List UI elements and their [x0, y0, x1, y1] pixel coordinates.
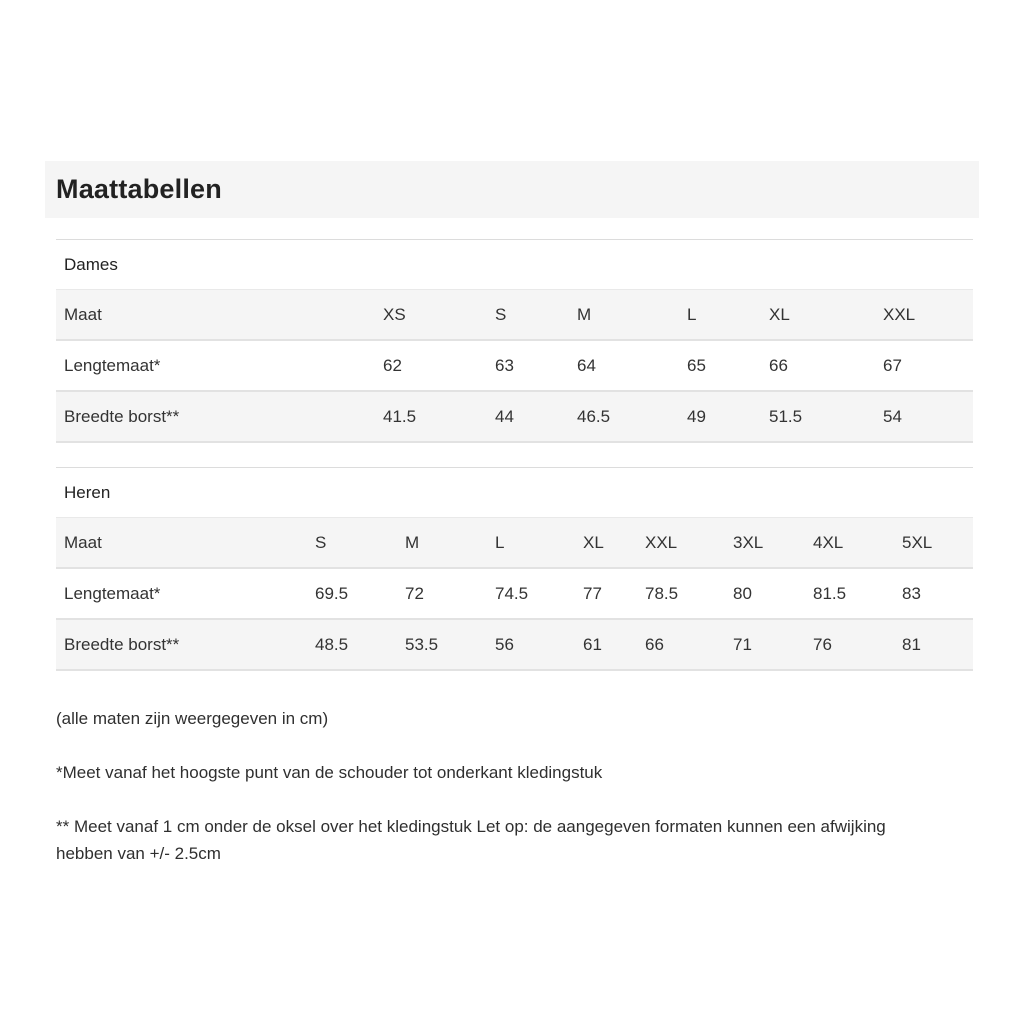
- row-label-cell: Maat: [56, 518, 307, 569]
- table-row: [56, 290, 973, 341]
- size-value-cell: 81.5: [805, 568, 894, 619]
- table-row: [56, 619, 973, 670]
- size-value-cell: 76: [805, 619, 894, 670]
- size-value-cell: M: [397, 518, 487, 569]
- size-value-cell: 63: [487, 340, 569, 391]
- size-value-cell: 67: [875, 340, 973, 391]
- size-value-cell: 64: [569, 340, 679, 391]
- row-label-cell: Lengtemaat*: [56, 568, 307, 619]
- size-value-cell: 80: [725, 568, 805, 619]
- section-label-dames: Dames: [56, 239, 973, 289]
- table-row: [56, 568, 973, 619]
- size-value-cell: 81: [894, 619, 973, 670]
- size-value-cell: XXL: [875, 290, 973, 341]
- table-row: [56, 518, 973, 569]
- size-value-cell: 66: [761, 340, 875, 391]
- units-note: (alle maten zijn weergegeven in cm): [56, 709, 329, 728]
- size-charts-content: [56, 239, 973, 867]
- size-value-cell: XL: [761, 290, 875, 341]
- size-value-cell: 77: [575, 568, 637, 619]
- row-label-cell: Breedte borst**: [56, 391, 375, 442]
- page-title-band: [45, 161, 979, 218]
- size-value-cell: M: [569, 290, 679, 341]
- size-value-cell: 83: [894, 568, 973, 619]
- size-value-cell: 71: [725, 619, 805, 670]
- size-value-cell: 44: [487, 391, 569, 442]
- size-value-cell: S: [307, 518, 397, 569]
- size-value-cell: 65: [679, 340, 761, 391]
- size-value-cell: 56: [487, 619, 575, 670]
- size-value-cell: L: [679, 290, 761, 341]
- table-row: [56, 391, 973, 442]
- size-charts-panel: [45, 161, 979, 867]
- heren-size-table: [56, 517, 973, 671]
- size-value-cell: 5XL: [894, 518, 973, 569]
- size-value-cell: L: [487, 518, 575, 569]
- size-value-cell: 51.5: [761, 391, 875, 442]
- measure-note-length: *Meet vanaf het hoogste punt van de schouder tot onderkant kledingstuk: [56, 763, 603, 782]
- size-value-cell: 4XL: [805, 518, 894, 569]
- size-value-cell: 53.5: [397, 619, 487, 670]
- section-label-heren: Heren: [56, 467, 973, 517]
- size-value-cell: 54: [875, 391, 973, 442]
- size-value-cell: 69.5: [307, 568, 397, 619]
- size-value-cell: 49: [679, 391, 761, 442]
- table-row: [56, 340, 973, 391]
- size-value-cell: 46.5: [569, 391, 679, 442]
- measure-note-chest: ** Meet vanaf 1 cm onder de oksel over het kledingstuk Let op: de aangegeven formaten kunnen een afwijking hebben van +/- 2.5cm: [56, 817, 886, 863]
- size-value-cell: 3XL: [725, 518, 805, 569]
- size-value-cell: 41.5: [375, 391, 487, 442]
- size-value-cell: XL: [575, 518, 637, 569]
- size-value-cell: XS: [375, 290, 487, 341]
- size-value-cell: 62: [375, 340, 487, 391]
- size-value-cell: 66: [637, 619, 725, 670]
- row-label-cell: Maat: [56, 290, 375, 341]
- footnotes: [56, 705, 973, 867]
- size-value-cell: XXL: [637, 518, 725, 569]
- row-label-cell: Breedte borst**: [56, 619, 307, 670]
- row-label-cell: Lengtemaat*: [56, 340, 375, 391]
- size-value-cell: 61: [575, 619, 637, 670]
- dames-size-table: [56, 289, 973, 443]
- page-title: Maattabellen: [56, 174, 222, 204]
- size-value-cell: 72: [397, 568, 487, 619]
- size-value-cell: 74.5: [487, 568, 575, 619]
- size-value-cell: 78.5: [637, 568, 725, 619]
- size-value-cell: S: [487, 290, 569, 341]
- size-value-cell: 48.5: [307, 619, 397, 670]
